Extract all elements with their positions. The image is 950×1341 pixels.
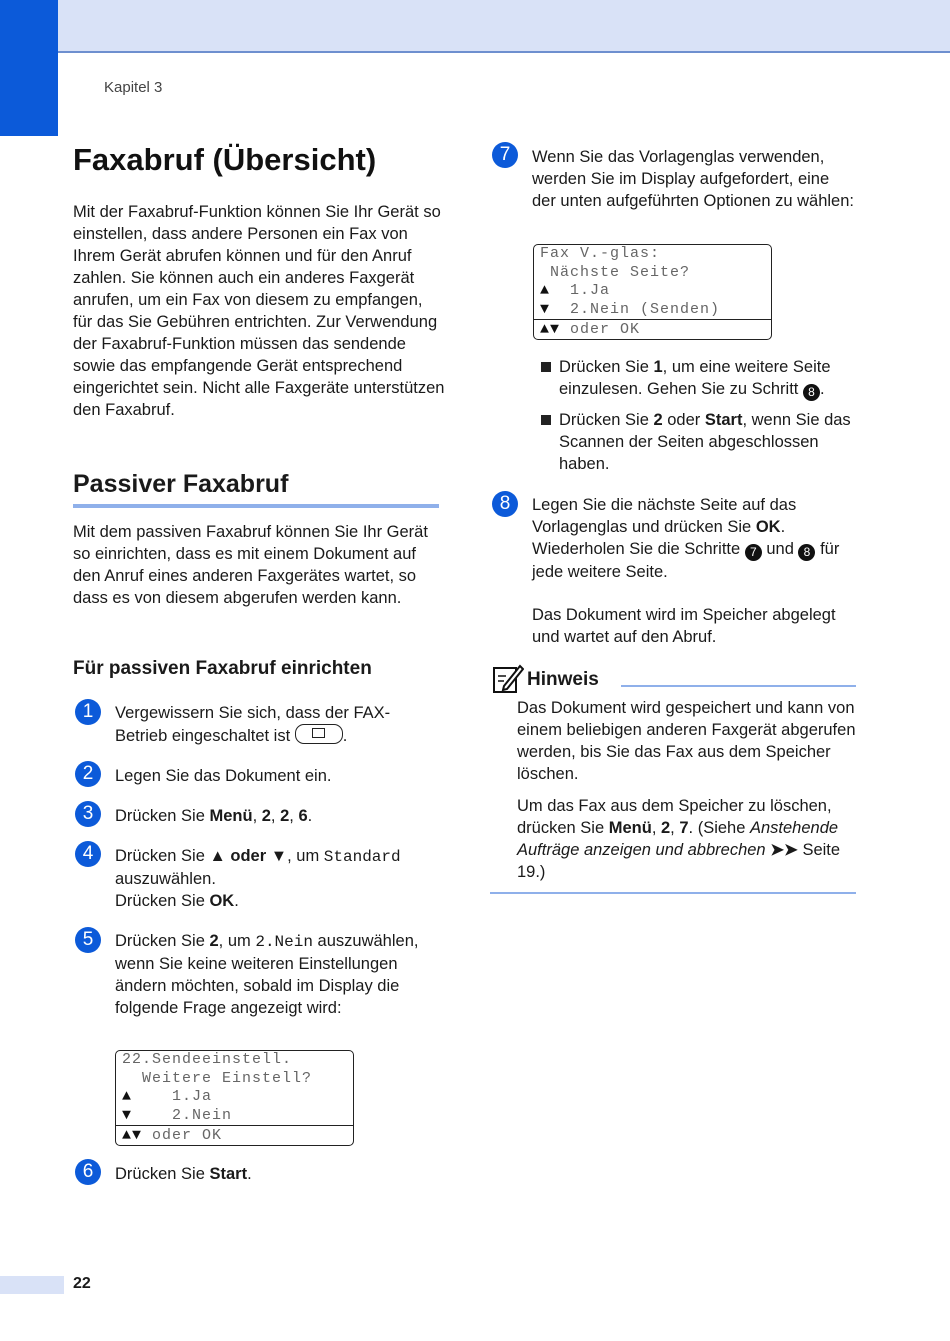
note-title: Hinweis (527, 669, 599, 690)
chapter-label: Kapitel 3 (104, 79, 163, 96)
sep: , (252, 807, 262, 825)
step-6-text (115, 1163, 437, 1185)
bullet-1-pre: Drücken Sie (559, 358, 654, 376)
note-end-rule (490, 892, 856, 894)
section-paragraph: Mit dem passiven Faxabruf können Sie Ihr Gerät so einrichten, dass es mit einem Dokument auf den Anruf eines anderen Faxgerätes wartet, so dass es von diesem abgerufen werden kann. (73, 523, 428, 607)
bullet-1-post: , um eine weitere Seite einzulesen. Gehen Sie zu Schritt (559, 358, 831, 398)
sep: , (651, 819, 661, 837)
note-pencil-icon (492, 662, 524, 694)
step-4-mid: oder (225, 847, 271, 865)
bullet-1-end: . (819, 380, 825, 398)
lcd-line: 22.Sendeeinstell. (122, 1051, 293, 1068)
page-reference: Seite 19.) (517, 841, 841, 881)
key-2: 2 (653, 411, 663, 429)
bullet-2-mid: oder (662, 411, 705, 429)
bullet-square-icon (541, 362, 551, 372)
step-number-3: 3 (75, 801, 101, 827)
sep: , (270, 807, 281, 825)
step-8-text (532, 494, 856, 583)
menu-key: Menü (209, 807, 253, 825)
page-number: 22 (73, 1275, 91, 1292)
step-number-7: 7 (492, 142, 518, 168)
lcd-line: 1.Ja (132, 1088, 213, 1105)
bullet-2-post: , wenn Sie das Scannen der Seiten abgeschlossen haben. (559, 411, 851, 473)
note-paragraph-1: Das Dokument wird gespeichert und kann von einem beliebigen anderen Faxgerät abgerufen werden, bis Sie das Fax aus dem Speicher löschen. (517, 699, 856, 783)
lcd-line: 2.Nein (132, 1106, 233, 1124)
lcd-line: 2.Nein (Senden) (550, 300, 721, 318)
up-down-arrow-icon: ▲▼ (122, 1127, 143, 1144)
key-2: 2 (261, 807, 271, 825)
step-5-text (115, 930, 439, 1019)
step-3-text (115, 805, 437, 827)
step-4-line3: Drücken Sie (115, 892, 210, 910)
step-ref-8-icon: 8 (798, 544, 815, 561)
step-5-rest: auszuwählen, wenn Sie keine weiteren Einstellungen ändern möchten, sobald im Display die folgende Frage angezeigt wird: (115, 932, 419, 1017)
step-number-1: 1 (75, 699, 101, 725)
step-4-post: , um (287, 847, 324, 865)
step-5-pre: Drücken Sie (115, 932, 210, 950)
step-4-line2: auszuwählen. (115, 870, 216, 888)
menu-key: Menü (608, 819, 652, 837)
double-arrow-icon: ➤➤ (765, 841, 803, 859)
lcd-line: oder OK (560, 321, 641, 338)
step-4-text (115, 845, 437, 912)
down-arrow-icon: ▼ (270, 847, 288, 865)
key-2b: 2 (280, 807, 290, 825)
fax-mode-icon (295, 724, 343, 744)
lcd-line: oder OK (142, 1127, 223, 1144)
step-4-pre: Drücken Sie (115, 847, 210, 865)
step-number-4: 4 (75, 841, 101, 867)
lcd-line: Weitere Einstell? (122, 1069, 313, 1087)
up-arrow-icon: ▲ (122, 1088, 133, 1105)
step-ref-8-icon: 8 (803, 384, 820, 401)
step-8-part-a: Legen Sie die nächste Seite auf das Vorlagenglas und drücken Sie (532, 496, 797, 536)
step-3-end: . (307, 807, 313, 825)
page-title: Faxabruf (Übersicht) (73, 142, 377, 177)
up-arrow-icon: ▲ (209, 847, 226, 865)
step-7-text: Wenn Sie das Vorlagenglas verwenden, werden Sie im Display aufgefordert, eine der unten aufgeführten Optionen zu wählen: (532, 148, 854, 210)
up-down-arrow-icon: ▲▼ (540, 321, 561, 338)
step-number-6: 6 (75, 1159, 101, 1185)
section-rule (73, 504, 439, 508)
start-key: Start (704, 411, 743, 429)
bullet-square-icon (541, 415, 551, 425)
ok-key: OK (209, 892, 235, 910)
step-8-paragraph: Das Dokument wird im Speicher abgelegt und wartet auf den Abruf. (532, 606, 836, 646)
lcd-line: Nächste Seite? (540, 263, 691, 281)
step-1-text (115, 702, 437, 747)
key-1: 1 (653, 358, 663, 376)
header-band (0, 0, 950, 52)
step-number-8: 8 (492, 491, 518, 517)
step-8-part-c: für jede weitere Seite. (532, 540, 840, 581)
ok-key: OK (755, 518, 781, 536)
down-arrow-icon: ▼ (540, 300, 551, 318)
section-title: Passiver Faxabruf (73, 470, 289, 498)
header-rule (58, 51, 950, 53)
code-2-nein: 2.Nein (255, 933, 313, 951)
step-2-text: Legen Sie das Dokument ein. (115, 767, 332, 785)
step-1-label: Vergewissern Sie sich, dass der FAX-Betrieb eingeschaltet ist (115, 704, 391, 745)
step-6-end: . (247, 1165, 252, 1183)
lcd-line: Fax V.-glas: (540, 245, 661, 262)
step-number-2: 2 (75, 761, 101, 787)
start-key: Start (209, 1165, 248, 1183)
sep: , (289, 807, 299, 825)
note-rule (621, 685, 856, 687)
step-5-post: , um (218, 932, 256, 950)
lcd-display-vorlagenglas (533, 244, 772, 340)
footer-band (0, 1276, 64, 1294)
step-ref-7-icon: 7 (745, 544, 762, 561)
lcd-display-sendeeinstell (115, 1050, 354, 1146)
bullet-1-text (559, 356, 859, 401)
key-6: 6 (298, 807, 308, 825)
note-p2-mid: . (Siehe (688, 819, 750, 837)
chapter-tab (0, 0, 58, 136)
bullet-2-text (559, 409, 859, 475)
code-standard: Standard (323, 848, 401, 866)
key-7: 7 (679, 819, 689, 837)
step-8-und: und (761, 540, 799, 558)
step-8-part-b: . Wiederholen Sie die Schritte (532, 518, 786, 558)
step-6-pre: Drücken Sie (115, 1165, 210, 1183)
sep: , (670, 819, 680, 837)
lcd-line: 1.Ja (550, 282, 611, 299)
intro-paragraph: Mit der Faxabruf-Funktion können Sie Ihr Gerät so einstellen, dass andere Personen ein Fax von Ihrem Gerät abrufen können und für den Anruf zahlen. Sie können auch ein anderes Faxgerät anrufen, um ein Fax von diesem zu empfangen, für das Sie Gebühren entrichten. Zur Verwendung der Faxabruf-Funktion müssen das sendende sowie das empfangende Gerät entsprechend eingerichtet sein. Nicht alle Faxgeräte unterstützen den Faxabruf. (73, 203, 445, 419)
up-arrow-icon: ▲ (540, 282, 551, 299)
cross-reference-link[interactable]: Anstehende Aufträge anzeigen und abbrechen (517, 819, 839, 859)
bullet-2-pre: Drücken Sie (559, 411, 654, 429)
subsection-title: Für passiven Faxabruf einrichten (73, 658, 372, 679)
step-4-end: . (234, 892, 239, 910)
step-3-pre: Drücken Sie (115, 807, 210, 825)
down-arrow-icon: ▼ (122, 1106, 133, 1124)
key-2: 2 (209, 932, 219, 950)
note-p2-pre: Um das Fax aus dem Speicher zu löschen, drücken Sie (517, 797, 832, 837)
note-paragraph-2 (517, 795, 857, 883)
key-2: 2 (660, 819, 671, 837)
step-number-5: 5 (75, 927, 101, 953)
step-1-period: . (342, 727, 348, 745)
